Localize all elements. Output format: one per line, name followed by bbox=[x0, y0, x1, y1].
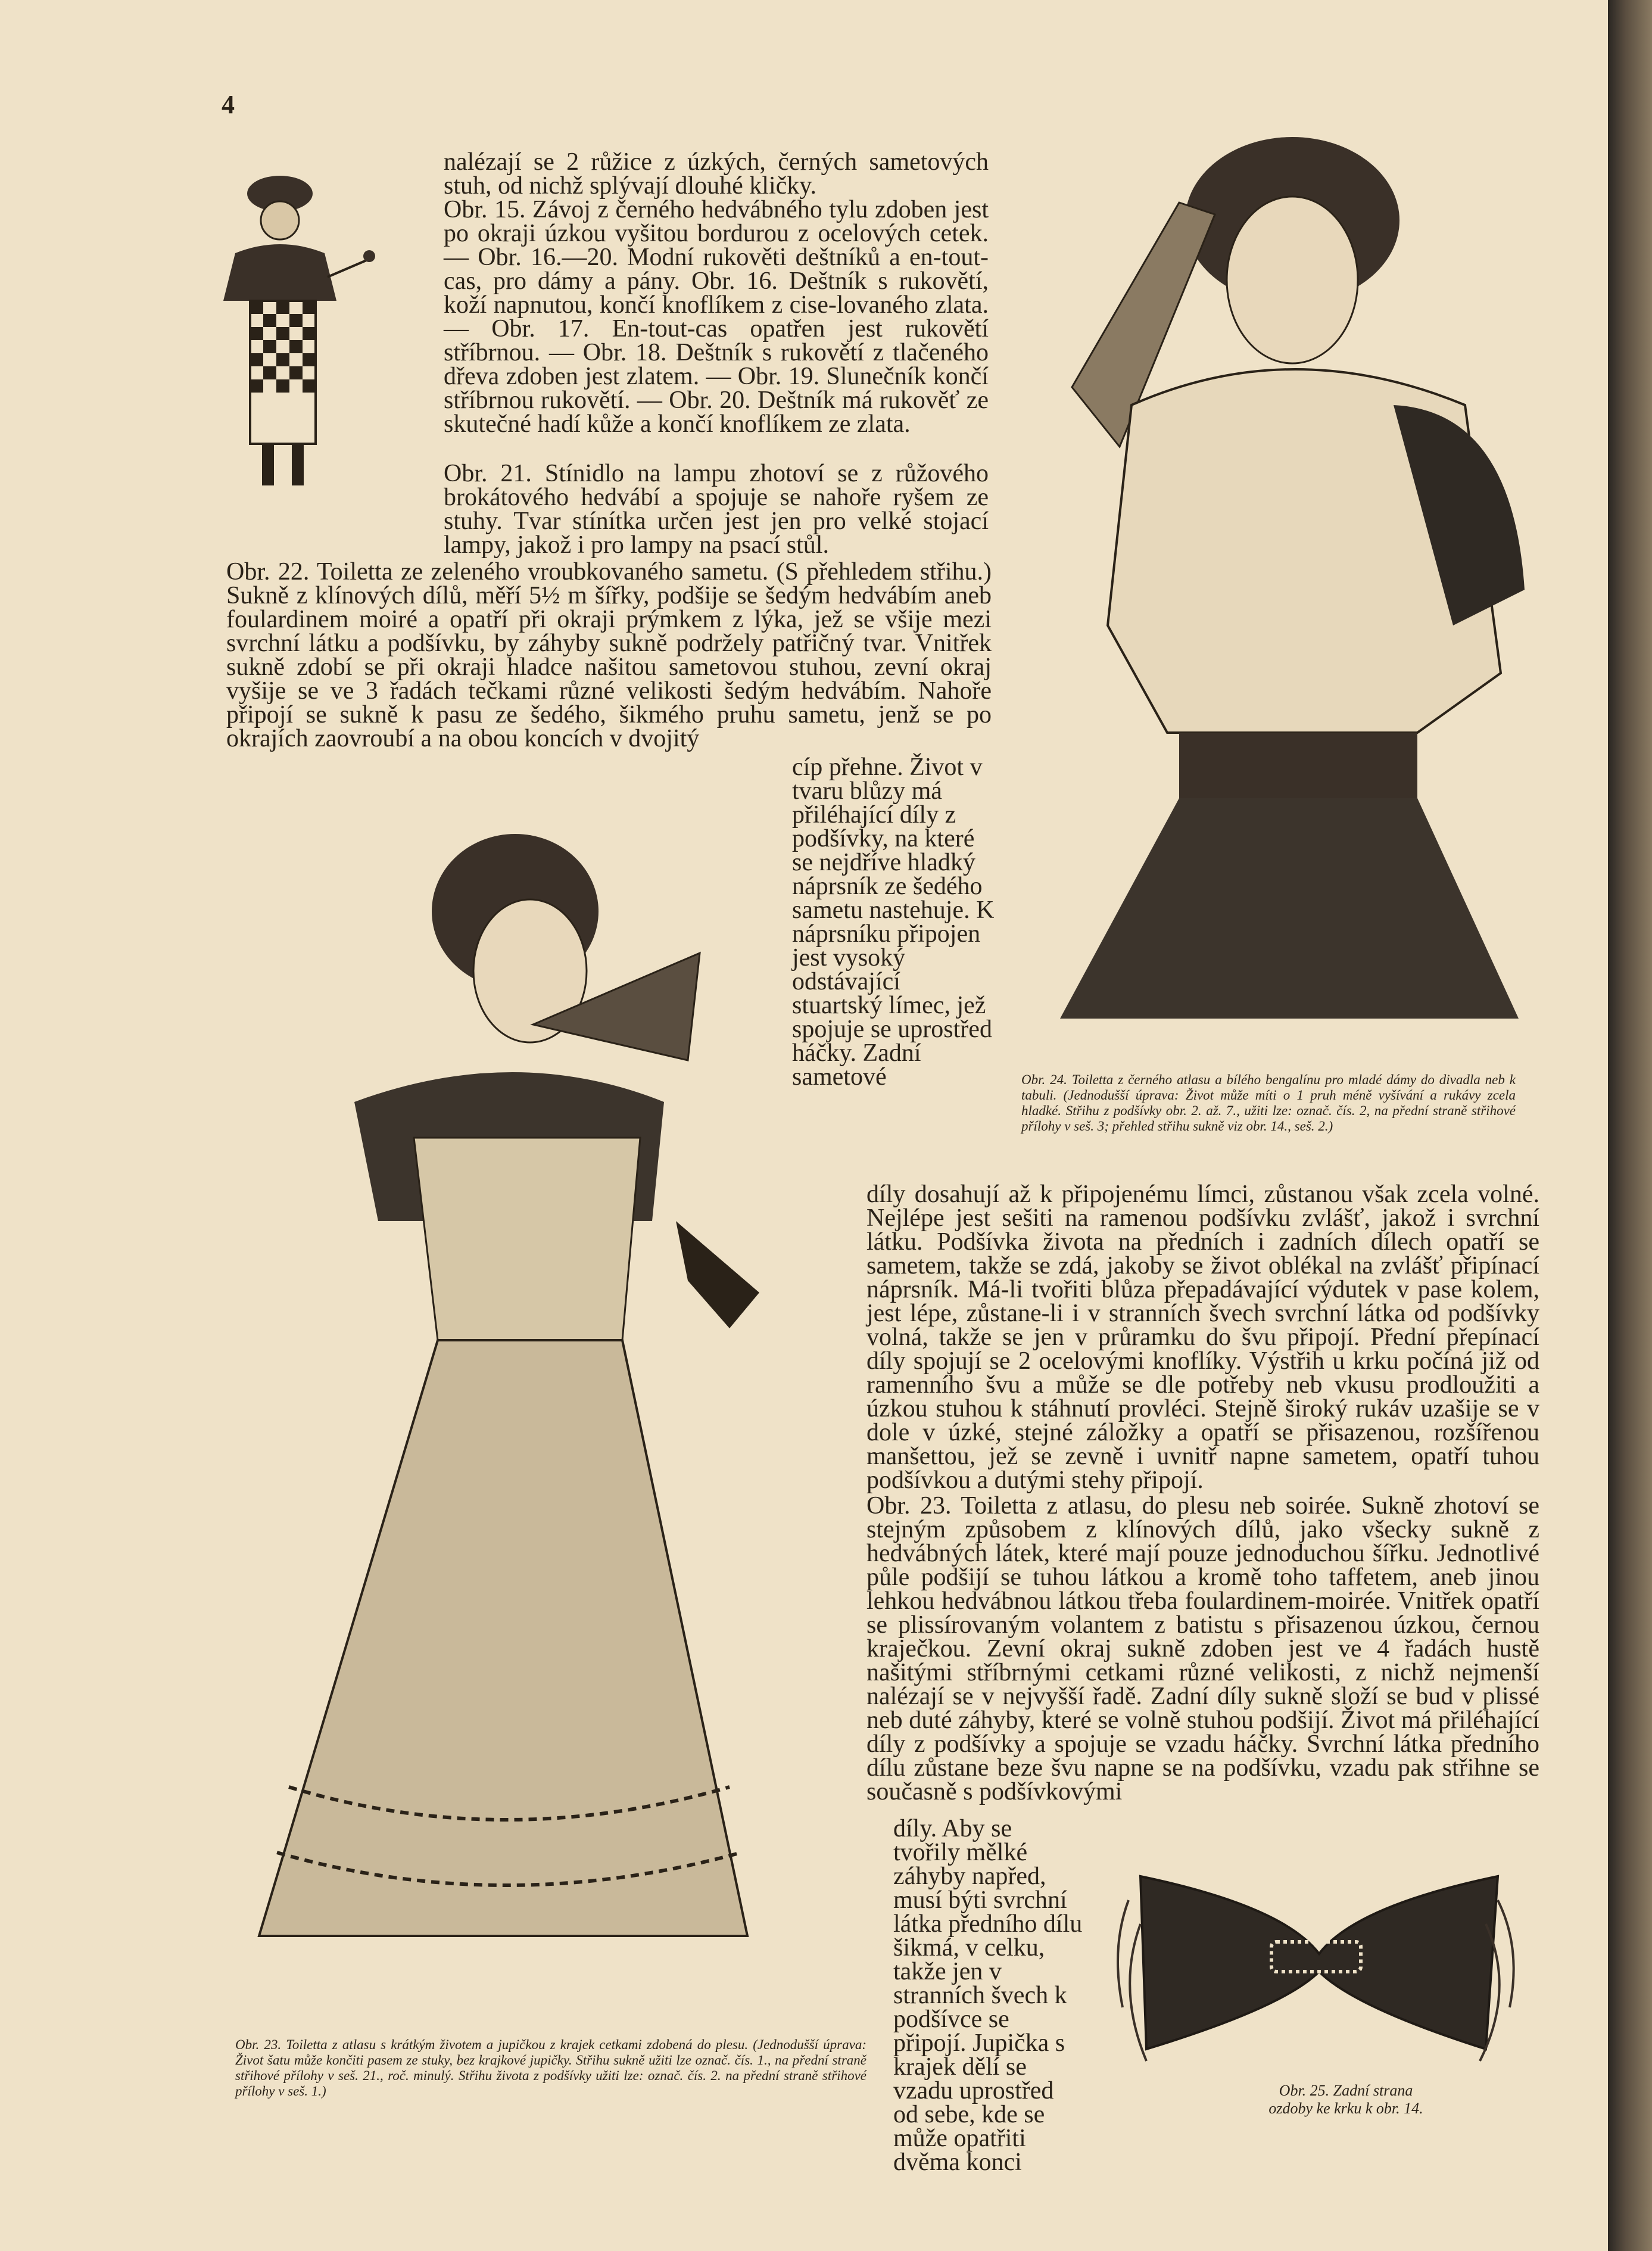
text-obr22-continued: díly dosahují až k připojenému límci, zůstanou však zcela volné. Nejlépe jest sešiti na ramenou podšívku zvlášť, jakož i svrchní látku. Podšívka života na předních i zadních dílech opatří se sametem, takže se zdá, jakoby se život oblékal na zvlášť připínací náprsník. Má-li tvořiti blůza přepadávající výdutek v pase kolem, jest lépe, zůstane-li i v stranních švech svrchní látka od podšívky volná, takže se jen v průramku do švu připojí. Přední přepínací díly spojují se 2 ocelovými knoflíky. Výstřih u krku počíná již od ramenního švu a může se dle potřeby neb vkusu prodloužiti a úzkou stuhou k stáhnutí provléci. Stejně široký rukáv uzašije se v dole v úzké, stejné záložky a opatří se přisazenou, rozšířenou manšettou, jež se zevně i uvnitř napne sametem, opatří tuhou podšívkou a dutými stehy připojí. bbox=[866, 1181, 1539, 1494]
caption-obr25-line2: ozdoby ke krku k obr. 14. bbox=[1268, 2100, 1423, 2117]
text-obr23: Obr. 23. Toiletta z atlasu, do plesu neb soirée. Sukně zhotoví se stejným způsobem z klínových dílů, jako všecky sukně z hedvábných látek, které mají pouze jednoduchou šířku. Jednotlivé půle podšijí se tuhou látkou a kromě toho taffetem, aneb jinou lehkou hedvábnou látkou třeba foulardinem-moirée. Vnitřek opatří se plissírovaným volantem z batistu s přisazenou úzkou, černou kraječkou. Zevní okraj sukně zdoben jest ve 4 řadách hustě našitými stříbrnými cetkami různé velikosti, z nichž nejmenší nalézají se v nejvyšší řadě. Zadní díly sukně složí se bud v plissé neb duté záhyby, které se volně stuhou podšijí. Život má přiléhající díly z podšívky a spojuje se vzadu háčky. Svrchní látka předního dílu zůstane beze švu napne se na podšívku, vzadu pak střihne se současně s podšívkovými bbox=[866, 1492, 1539, 1805]
ball-gown-illustration bbox=[235, 804, 789, 2001]
text-umbrellas: Obr. 15. Závoj z černého hedvábného tylu zdoben jest po okraji úzkou vyšitou bordurou z ocelových cetek. — Obr. 16.—20. Modní rukověti deštníků a en-tout-cas, pro dámy a pány. Obr. 16. Deštník s rukovětí, koží napnutou, končí knoflíkem z cise-lovaného zlata. — Obr. 17. En-tout-cas opatřen jest rukovětí stříbrnou. — Obr. 18. Deštník s rukovětí z tlačeného dřeva zdoben jest zlatem. — Obr. 19. Slunečník končí stříbrnou rukovětí. — Obr. 20. Deštník má rukověť ze skutečné hadí kůže a končí knoflíkem ze zlata. bbox=[444, 196, 989, 438]
binding-edge bbox=[1608, 0, 1652, 2251]
text-obr23-continued: díly. Aby se tvořily mělké záhyby napřed, musí býti svrchní látka předního dílu šikmá, v celku, takže jen v stranních švech k podšívce se připojí. Jupička s krajek dělí se vzadu uprostřed od sebe, kde se může opatřiti dvěma konci bbox=[893, 1815, 1083, 2176]
lady-with-fan-bodice-illustration bbox=[1012, 137, 1536, 1033]
text-obr22-bodice: cíp přehne. Život v tvaru blůzy má přiléhající díly z podšívky, na které se nejdříve hladký náprsník ze šedého sametu nastehuje. K náprsníku připojen jest vysoký odstávající stuartský límec, jež spojuje se uprostřed háčky. Zadní sametové bbox=[792, 754, 995, 1091]
text-obr22: Obr. 22. Toiletta ze zeleného vroubkovaného sametu. (S přehledem střihu.) Sukně z klínových dílů, měří 5½ m šířky, podšije se šedým hedvábím aneb foulardinem moiré a opatří při okraji prýmkem z lýka, jež se všije mezi svrchní látku a podšívku, by záhyby sukně podržely patřičný tvar. Vnitřek sukně zdobí se při okraji hladce našitou sametovou stuhou, zevní okraj vyšije se ve 3 řadách tečkami různé velikosti šedým hedvábím. Nahoře připojí se sukně k pasu ze šedého, šikmého pruhu sametu, jenž se po okrajích zaovroubí a na obou koncích v dvojitý bbox=[226, 558, 992, 752]
neck-bow-illustration bbox=[1105, 1853, 1528, 2085]
small-lady-illustration bbox=[200, 158, 378, 497]
caption-obr25-line1: Obr. 25. Zadní strana bbox=[1279, 2082, 1413, 2099]
caption-obr23: Obr. 23. Toiletta z atlasu s krátkým životem a jupičkou z krajek cetkami zdobená do plesu. (Jednodušší úprava: Život šatu může končiti pasem ze stuky, bez krajkové jupičky. Střihu sukně užiti lze označ. čís. 1., na přední straně střihové přílohy v seš. 21., roč. minulý. Střihu života z podšívky užiti lze: označ. čís. 2. na přední straně střihové přílohy v seš. 1.) bbox=[235, 2037, 866, 2099]
caption-obr24: Obr. 24. Toiletta z černého atlasu a bílého bengalínu pro mladé dámy do divadla neb k tabuli. (Jednodušší úprava: Život může míti o 1 pruh méně vyšívání a rukávy zcela hladké. Střihu z podšívky obr. 2. až. 7., užiti lze: označ. čís. 2, na přední straně střihové přílohy v seš. 3; přehled střihu sukně viz obr. 14., seš. 2.) bbox=[1021, 1072, 1516, 1134]
text-lampshade: Obr. 21. Stínidlo na lampu zhotoví se z růžového brokátového hedvábí a spojuje se nahoře ryšem ze stuhy. Tvar stínítka určen jest jen pro velké stojací lampy, jakož i pro lampy na psací stůl. bbox=[444, 460, 989, 559]
text-intro: nalézají se 2 růžice z úzkých, černých sametových stuh, od nichž splývají dlouhé kličky. bbox=[444, 148, 989, 200]
page-number: 4 bbox=[222, 90, 235, 119]
